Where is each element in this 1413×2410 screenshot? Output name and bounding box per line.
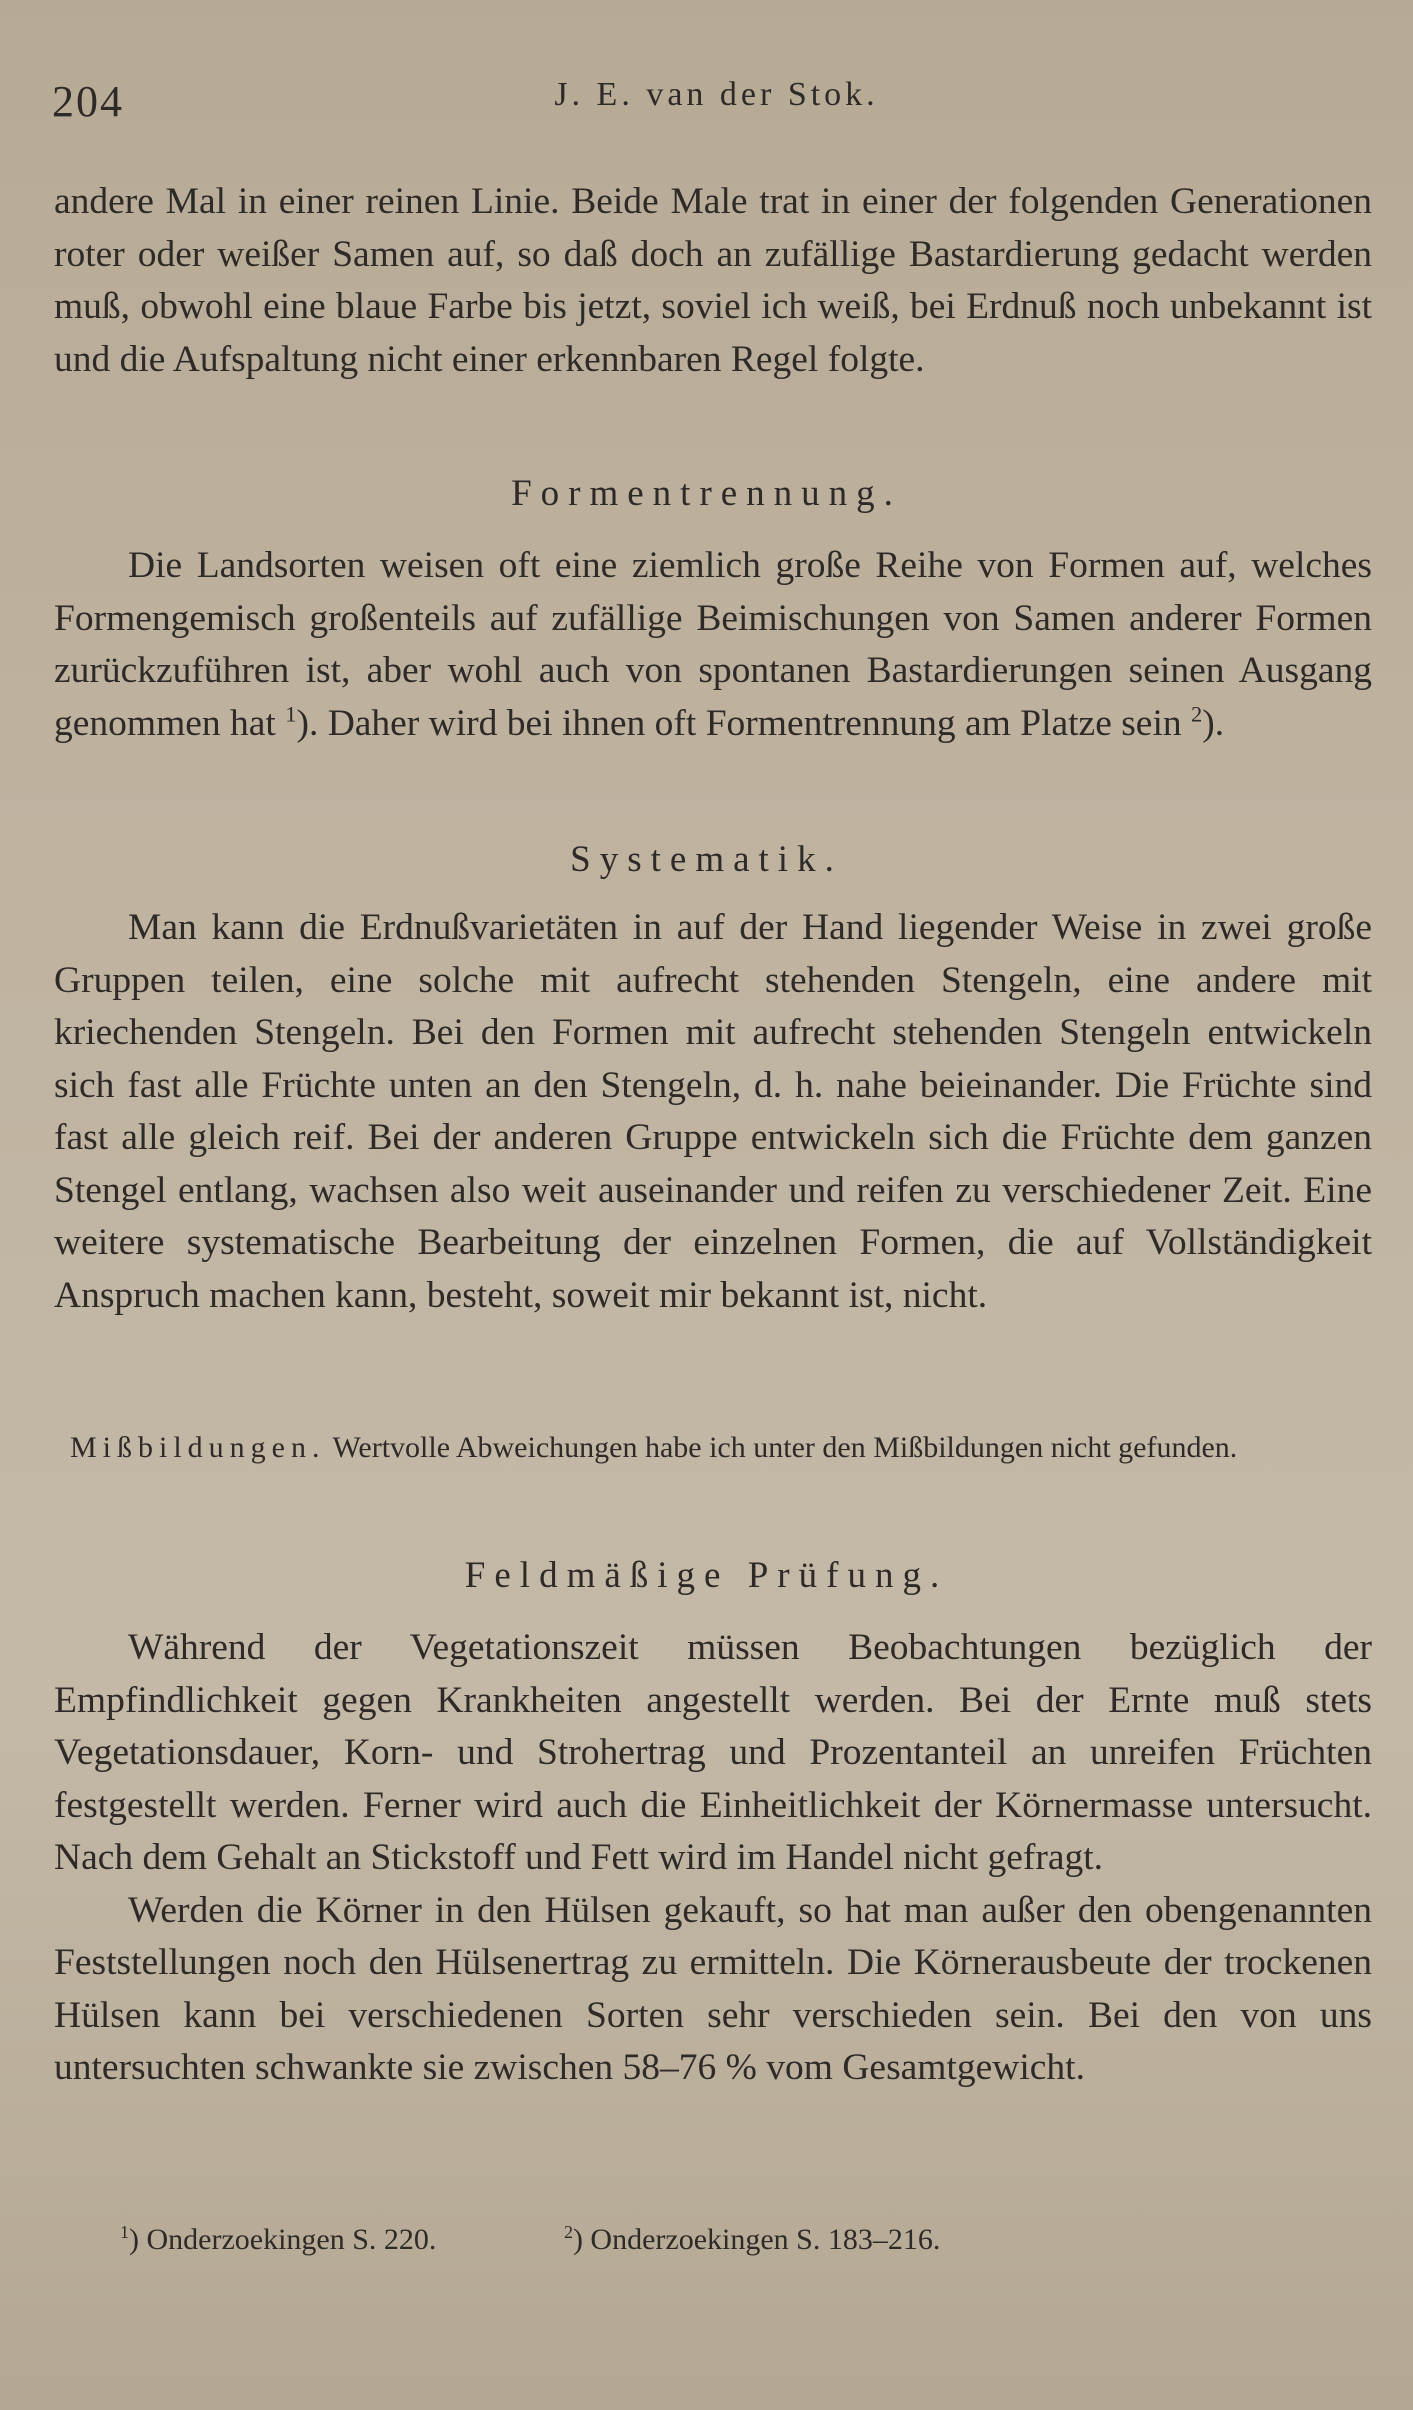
heading-systematik: Systematik. [570,839,843,880]
footnote-text-1: ) Onderzoekingen S. 220. [129,2223,437,2256]
page-header [0,76,1413,136]
formentrennung-text-c: ). [1202,702,1225,744]
missbildungen-lead: Mißbildungen. [70,1431,326,1464]
missbildungen-text: Wertvolle Abweichungen habe ich unter den Mißbildungen nicht gefunden. [332,1431,1238,1464]
systematik-paragraph: Man kann die Erdnußvarietäten in auf der Hand liegender Weise in zwei große Gruppen teilen, eine solche mit aufrecht stehenden Stengeln, eine andere mit kriechenden Stengeln. Bei den Formen mit aufrecht stehenden Stengeln entwickeln sich fast alle Früchte unten an den Stengeln, d. h. nahe beieinander. Die Früchte sind fast alle gleich reif. Bei der anderen Gruppe entwickeln sich die Früchte dem ganzen Stengel entlang, wachsen also weit auseinander und reifen zu verschiedener Zeit. Eine weitere systematische Bearbeitung der einzelnen Formen, die auf Vollständigkeit Anspruch machen kann, besteht, soweit mir bekannt ist, nicht. [54,907,1372,1316]
heading-formentrennung: Formentrennung. [511,473,902,514]
missbildungen-note [70,1425,1372,1470]
heading-feldmaessige-pruefung: Feldmäßige Prüfung. [464,1555,949,1596]
footnote-2 [564,2220,940,2260]
footnote-ref-2: 2 [1191,701,1203,726]
footnote-text-2: ) Onderzoekingen S. 183–216. [572,2223,941,2256]
footnote-mark-2: 2 [563,2222,573,2242]
footnote-ref-1: 1 [285,701,297,726]
feldpruefung-paragraph-2: Werden die Körner in den Hülsen gekauft, so hat man außer den obengenannten Feststellungen noch den Hülsenertrag zu ermitteln. Die Körnerausbeute der trockenen Hülsen kann bei verschiedenen Sorten sehr verschieden sein. Bei den von uns untersuchten schwankte sie zwischen 58–76 % vom Gesamtgewicht. [54,1889,1372,2088]
running-head: J. E. van der Stok. [554,76,879,113]
intro-paragraph-block [54,176,1372,386]
footnotes [120,2220,1320,2260]
feldpruefung-paragraph-1: Während der Vegetationszeit müssen Beobachtungen bezüglich der Empfindlichkeit gegen Krankheiten angestellt werden. Bei der Ernte muß stets Vegetationsdauer, Korn- und Strohertrag und Prozentanteil an unreifen Früchten festgestellt werden. Ferner wird auch die Einheitlichkeit der Körnermasse untersucht. Nach dem Gehalt an Stickstoff und Fett wird im Handel nicht gefragt. [54,1627,1372,1878]
feldmaessige-pruefung-block [54,1622,1372,2095]
footnote-mark-1: 1 [120,2222,129,2242]
page-number: 204 [52,77,124,126]
formentrennung-block [54,540,1372,750]
formentrennung-text-b: ). Daher wird bei ihnen oft Formentrennung am Platze sein [296,702,1182,744]
intro-paragraph: andere Mal in einer reinen Linie. Beide Male trat in einer der folgenden Generationen roter oder weißer Samen auf, so daß doch an zufällige Bastardierung gedacht werden muß, obwohl eine blaue Farbe bis jetzt, soviel ich weiß, bei Erdnuß noch unbekannt ist und die Aufspaltung nicht einer erkennbaren Regel folgte. [54,181,1372,380]
systematik-block [54,902,1372,1322]
formentrennung-paragraph [54,540,1372,750]
footnote-1 [120,2220,436,2260]
formentrennung-text-a: Die Landsorten weisen oft eine ziemlich große Reihe von Formen auf, welches Formengemisch großenteils auf zufällige Beimischungen von Samen anderer Formen zurückzuführen ist, aber wohl auch von spontanen Bastardierungen seinen Ausgang genommen hat [54,545,1372,744]
